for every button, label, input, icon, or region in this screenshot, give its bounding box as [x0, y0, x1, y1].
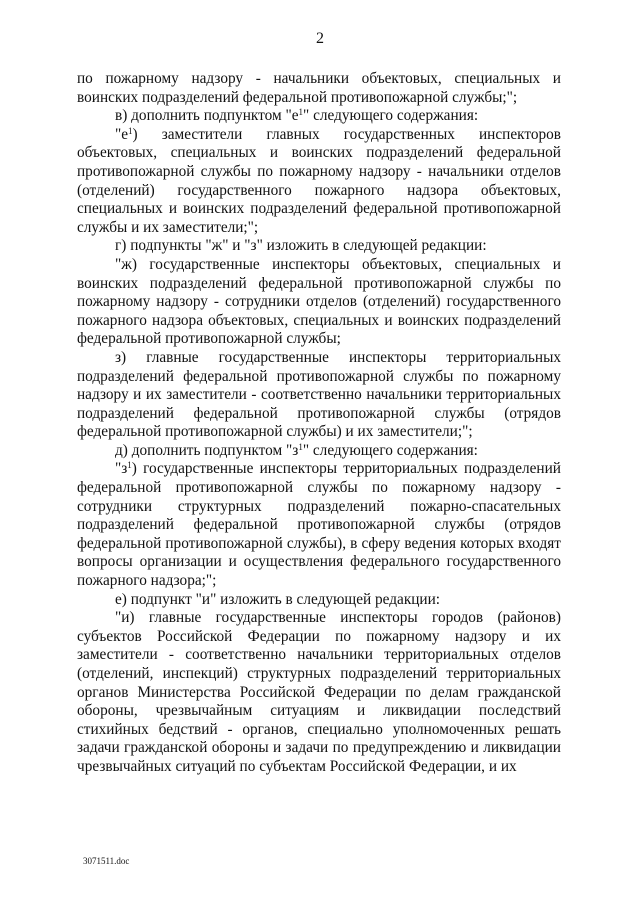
paragraph-subitem-e1: "$е^1$) заместители главных государственных инспекторов объектовых, специальных и воинских подразделений федеральной противопожарной службы по пожарному надзору - начальники отделов (отделений) государственного пожарного надзора объектовых, специальных и воинских подразделений федеральной противопожарной службы и их заместители;"; [77, 125, 561, 236]
paragraph-subitem-i: "и) главные государственные инспекторы городов (районов) субъектов Российской Федерации по пожарному надзору и их заместители - соответственно начальники территориальных отделов (отделений, инспекций) структурных подразделений территориальных органов Министерства Российской Федерации по делам гражданской обороны, чрезвычайным ситуациям и ликвидации последствий стихийных бедствий - органов, специально уполномоченных решать задачи гражданской обороны и задачи по предупреждению и ликвидации чрезвычайных ситуаций по субъектам Российской Федерации, и их [77, 609, 561, 775]
document-filename-footer: 3071511.doc [83, 856, 130, 866]
page-number: 2 [316, 30, 324, 47]
document-body [77, 70, 561, 777]
paragraph-item-e: е) подпункт "и" изложить в следующей редакции: [115, 590, 441, 608]
paragraph-item-v: в) дополнить подпунктом "$е^1$" следующего содержания: [115, 107, 479, 125]
paragraph-subitem-z1: "$з^1$) государственные инспекторы территориальных подразделений федеральной противопожарной службы по пожарному надзору - сотрудники структурных подразделений пожарно-спасательных подразделений федеральной противопожарной службы (отрядов федеральной противопожарной службы), в сферу ведения которых входят вопросы организации и осуществления федерального государственного пожарного надзора;"; [77, 460, 561, 590]
paragraph-subitem-z: з) главные государственные инспекторы территориальных подразделений федеральной противопожарной службы по пожарному надзору и их заместители - соответственно начальники территориальных подразделений федеральной противопожарной службы (отрядов федеральной противопожарной службы) и их заместители;"; [77, 348, 561, 441]
paragraph-item-g: г) подпункты "ж" и "з" изложить в следующей редакции: [115, 237, 487, 255]
paragraph-subitem-zh: "ж) государственные инспекторы объектовых, специальных и воинских подразделений федеральной противопожарной службы по пожарному надзору - сотрудники отделов (отделений) государственного пожарного надзора объектовых, специальных и воинских подразделений федеральной противопожарной службы; [77, 255, 561, 348]
paragraph-continuation: по пожарному надзору - начальники объектовых, специальных и воинских подразделений федеральной противопожарной службы;"; [77, 70, 561, 106]
paragraph-item-d: д) дополнить подпунктом "$з^1$" следующего содержания: [115, 441, 478, 459]
